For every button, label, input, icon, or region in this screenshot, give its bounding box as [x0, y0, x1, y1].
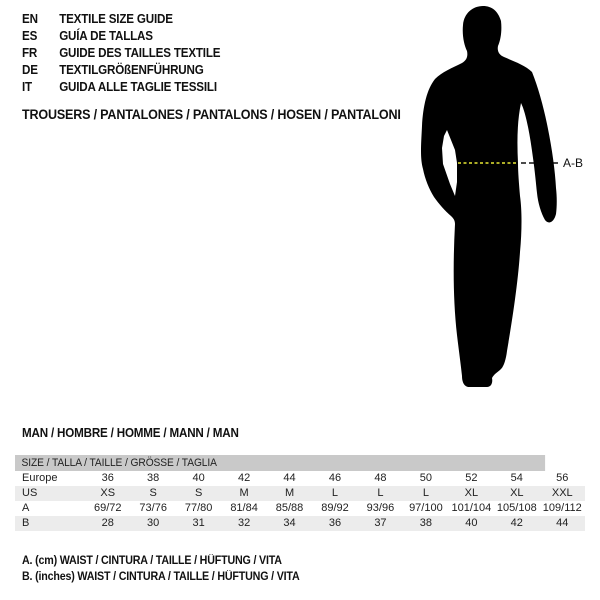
size-value: L	[377, 487, 384, 499]
silhouette-path	[421, 6, 557, 387]
size-value: XL	[510, 487, 524, 499]
size-value: 48	[374, 472, 387, 484]
size-value: 50	[419, 472, 433, 484]
row-label: A	[22, 502, 30, 514]
size-value: 46	[328, 472, 342, 484]
size-value: 81/84	[230, 502, 258, 514]
language-title-list	[22, 11, 413, 96]
language-code: EN	[22, 12, 38, 26]
size-value: 93/96	[366, 502, 395, 514]
size-value: 101/104	[451, 502, 492, 514]
language-title: GUIDA ALLE TAGLIE TESSILI	[59, 80, 217, 94]
row-label: US	[22, 487, 38, 499]
size-value: L	[331, 487, 339, 499]
size-value: 69/72	[93, 502, 122, 514]
size-value: XXL	[551, 487, 573, 499]
size-table	[15, 455, 585, 531]
size-value: 37	[374, 517, 387, 529]
size-value: 44	[283, 472, 296, 484]
size-value: 40	[192, 472, 205, 484]
size-value: 105/108	[496, 502, 537, 514]
size-value: S	[149, 487, 157, 499]
man-silhouette-svg	[405, 0, 600, 400]
size-value: 28	[101, 517, 114, 529]
language-code: ES	[22, 29, 38, 43]
language-code: IT	[22, 80, 32, 94]
size-value: M	[284, 487, 295, 499]
size-value: 42	[237, 472, 251, 484]
footnotes	[22, 553, 320, 585]
size-table-body	[15, 471, 585, 531]
size-value: 34	[283, 517, 296, 529]
language-row-de	[22, 62, 413, 79]
size-value: 36	[328, 517, 342, 529]
size-value: M	[239, 487, 249, 499]
size-value: S	[194, 487, 203, 499]
table-row-us	[15, 486, 585, 501]
row-label: Europe	[22, 472, 58, 484]
measure-label: A-B	[563, 156, 584, 170]
language-code: DE	[22, 63, 38, 77]
language-title: GUIDE DES TAILLES TEXTILE	[59, 46, 221, 60]
size-value: 85/88	[275, 502, 304, 514]
size-value: 109/112	[542, 502, 582, 514]
man-silhouette-figure	[405, 0, 600, 400]
language-row-en	[22, 11, 413, 28]
language-title: GUÍA DE TALLAS	[59, 29, 153, 43]
size-value: 54	[510, 472, 523, 484]
size-value: 31	[192, 517, 205, 529]
language-row-fr	[22, 45, 413, 62]
table-row-a	[15, 501, 585, 516]
size-value: 44	[556, 517, 569, 529]
row-label: B	[22, 517, 30, 529]
size-value: 56	[556, 472, 569, 484]
language-title: TEXTILE SIZE GUIDE	[59, 12, 173, 26]
table-row-europe	[15, 471, 585, 486]
size-value: XS	[100, 487, 116, 499]
size-value: 38	[147, 472, 160, 484]
garment-title: TROUSERS / PANTALONES / PANTALONS / HOSEN / PANTALONI	[22, 107, 401, 122]
size-value: 89/92	[321, 502, 349, 514]
language-code: FR	[22, 46, 38, 60]
size-value: 97/100	[409, 502, 443, 514]
table-row-b	[15, 516, 585, 531]
language-row-es	[22, 28, 413, 45]
section-title: MAN / HOMBRE / HOMME / MANN / MAN	[22, 426, 239, 440]
language-title: TEXTILGRÖßENFÜHRUNG	[59, 63, 204, 77]
footnote-b: B. (inches) WAIST / CINTURA / TAILLE / HÜFTUNG / VITA	[22, 571, 300, 583]
size-value: L	[422, 487, 429, 499]
size-value: 30	[147, 517, 160, 529]
size-value: 77/80	[184, 502, 213, 514]
size-value: 40	[465, 517, 478, 529]
size-value: 52	[465, 472, 478, 484]
size-table-header: SIZE / TALLA / TAILLE / GRÖSSE / TAGLIA	[15, 455, 545, 471]
size-value: 73/76	[139, 502, 167, 514]
footnote-a: A. (cm) WAIST / CINTURA / TAILLE / HÜFTUNG / VITA	[22, 555, 282, 567]
size-value: 36	[101, 472, 114, 484]
language-row-it	[22, 79, 413, 96]
size-value: 42	[510, 517, 523, 529]
size-value: XL	[464, 487, 479, 499]
size-value: 38	[419, 517, 433, 529]
size-value: 32	[237, 517, 251, 529]
